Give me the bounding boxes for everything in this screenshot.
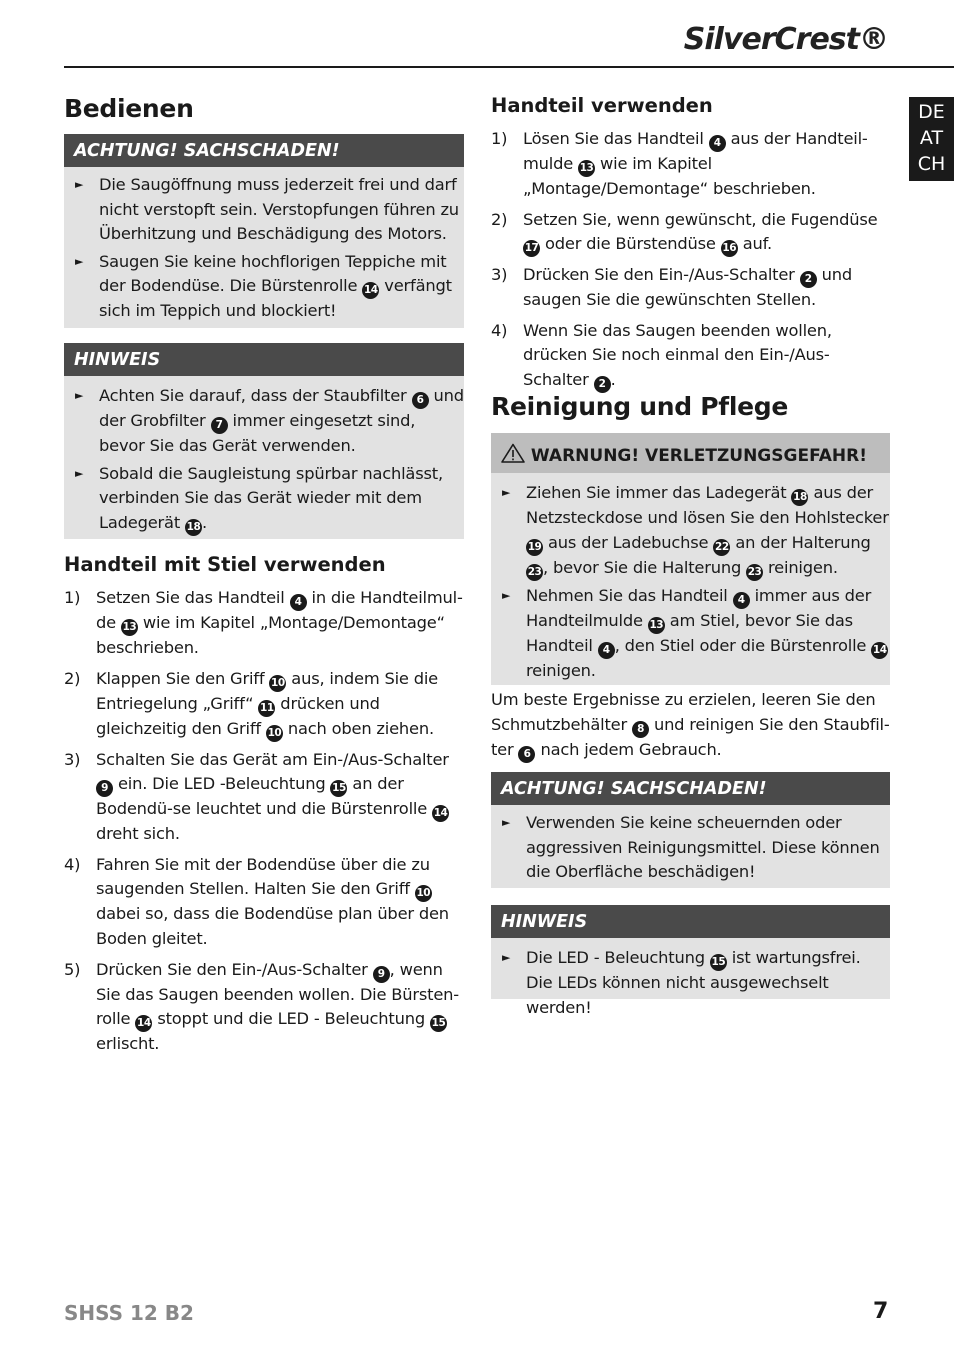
- caution-list: [64, 167, 464, 324]
- reference-number-badge: 13: [578, 160, 595, 177]
- reference-number-badge: 2: [800, 271, 817, 288]
- bullet-arrow-icon: ►: [502, 588, 511, 602]
- lang-at: AT: [919, 127, 944, 149]
- lang-ch: CH: [917, 153, 946, 175]
- hint-list: [64, 376, 464, 536]
- list-item: ► Die LED - Beleuchtung 15 ist wartungsfrei. Die LEDs können nicht ausgewechselt werden!: [502, 948, 861, 1017]
- cleaning-paragraph: Um beste Ergebnisse zu erzielen, leeren Sie den Schmutzbehälter 8 und reinigen Sie den Staubfil-ter 6 nach jedem Gebrauch.: [491, 688, 891, 763]
- brand-logo: [684, 22, 888, 57]
- warning-list: [491, 473, 890, 683]
- section-title-handteil-stiel: Handteil mit Stiel verwenden: [64, 553, 386, 576]
- reference-number-badge: 22: [713, 539, 730, 556]
- header-rule: [64, 66, 954, 68]
- hint-heading: HINWEIS: [64, 343, 464, 376]
- step-item: 1) Setzen Sie das Handteil 4 in die Handteilmul-de 13 wie im Kapitel „Montage/Demontage“ beschrieben.: [64, 588, 463, 657]
- step-item: 3) Schalten Sie das Gerät am Ein-/Aus-Schalter 9 ein. Die LED -Beleuchtung 15 an der Bodendü-se leuchtet und die Bürstenrolle 14 dreht sich.: [64, 749, 449, 844]
- reference-number-badge: 17: [523, 240, 540, 257]
- warning-box: [491, 433, 890, 685]
- step-item: 3) Drücken Sie den Ein-/Aus-Schalter 2 und saugen Sie die gewünschten Stellen.: [491, 265, 852, 310]
- hint-box-right: [491, 905, 890, 1017]
- hint-box-left: [64, 343, 464, 539]
- list-item: ► Nehmen Sie das Handteil 4 immer aus der Handteilmulde 13 am Stiel, bevor Sie das Handteil 4 , den Stiel oder die Bürstenrolle 14 reinigen.: [502, 585, 887, 680]
- hint-heading: HINWEIS: [491, 905, 890, 938]
- list-item: ► Ziehen Sie immer das Ladegerät 18 aus der Netzsteckdose und lösen Sie den Hohlstecker 19 aus der Ladebuchse 22 an der Halterung 23 , bevor Sie die Halterung 23 reinigen.: [491, 481, 890, 581]
- reference-number-badge: 6: [412, 392, 429, 409]
- bullet-arrow-icon: ►: [75, 254, 84, 268]
- list-item: ► Die Saugöffnung muss jederzeit frei und darf nicht verstopft sein. Verstopfungen führen zu Überhitzung und Beschädigung des Motors.: [75, 175, 459, 244]
- list-item: ► Achten Sie darauf, dass der Staubfilter 6 und der Grobfilter 7 immer eingesetzt sind, bevor Sie das Gerät verwenden.: [75, 386, 464, 455]
- bullet-arrow-icon: ►: [502, 816, 511, 829]
- list-item: ► Saugen Sie keine hochflorigen Teppiche mit der Bodendüse. Die Bürstenrolle 14 verfängt sich im Teppich und blockiert!: [75, 251, 452, 321]
- steps-right: [491, 127, 891, 393]
- lang-de: DE: [918, 101, 945, 123]
- caution-heading: ACHTUNG! SACHSCHADEN!: [64, 134, 464, 167]
- reference-number-badge: 4: [709, 135, 726, 152]
- step-item: 5) Drücken Sie den Ein-/Aus-Schalter 9 , wenn Sie das Saugen beenden wollen. Die Bürsten-rolle 14 stoppt und die LED - Beleuchtung 15 erlischt.: [64, 959, 459, 1054]
- caution-heading: ACHTUNG! SACHSCHADEN!: [491, 772, 890, 805]
- caution-box-right: [491, 772, 890, 888]
- reference-number-badge: 9: [373, 966, 390, 983]
- caution-list: [491, 805, 890, 885]
- reference-number-badge: 11: [258, 700, 275, 717]
- reference-number-badge: 13: [121, 619, 138, 636]
- reference-number-badge: 10: [266, 725, 283, 742]
- reference-number-badge: 14: [362, 282, 379, 299]
- reference-number-badge: 2: [594, 376, 611, 393]
- step-item: 4) Wenn Sie das Saugen beenden wollen, drücken Sie noch einmal den Ein-/Aus-Schalter 2 .: [491, 319, 891, 393]
- reference-number-badge: 4: [290, 594, 307, 611]
- step-item: 2) Setzen Sie, wenn gewünscht, die Fugendüse 17 oder die Bürstendüse 16 auf.: [491, 208, 891, 258]
- step-item: 4) Fahren Sie mit der Bodendüse über die zu saugenden Stellen. Halten Sie den Griff 10 dabei so, dass die Bodendüse plan über den Boden gleitet.: [64, 854, 449, 948]
- reference-number-badge: 18: [791, 489, 808, 506]
- language-tab: [909, 97, 954, 181]
- reference-number-badge: 8: [632, 721, 649, 738]
- bullet-arrow-icon: ►: [502, 951, 511, 964]
- warning-triangle-icon: [501, 446, 531, 466]
- step-item: 2) Klappen Sie den Griff 10 aus, indem Sie die Entriegelung „Griff“ 11 drücken und gleichzeitig den Griff 10 nach oben ziehen.: [64, 667, 464, 742]
- model-number: SHSS 12 B2: [64, 1301, 194, 1325]
- reference-number-badge: 14: [871, 642, 888, 659]
- reference-number-badge: 23: [526, 564, 543, 581]
- reference-number-badge: 13: [648, 617, 665, 634]
- bullet-arrow-icon: ►: [75, 389, 84, 402]
- step-item: 1) Lösen Sie das Handteil 4 aus der Handteil-mulde 13 wie im Kapitel „Montage/Demontage“ beschrieben.: [491, 129, 868, 198]
- bullet-arrow-icon: ►: [75, 178, 84, 191]
- reference-number-badge: 19: [526, 539, 543, 556]
- reference-number-badge: 18: [185, 519, 202, 536]
- reference-number-badge: 10: [269, 675, 286, 692]
- hint-list: [491, 938, 890, 1020]
- reference-number-badge: 15: [330, 780, 347, 797]
- bullet-arrow-icon: ►: [75, 466, 84, 480]
- caution-box-left: [64, 134, 464, 328]
- section-title-handteil: Handteil verwenden: [491, 94, 713, 117]
- reference-number-badge: 15: [710, 954, 727, 971]
- reference-number-badge: 10: [415, 885, 432, 902]
- reference-number-badge: 4: [598, 642, 615, 659]
- reference-number-badge: 4: [733, 592, 750, 609]
- list-item: ► Sobald die Saugleistung spürbar nachlässt, verbinden Sie das Gerät wieder mit dem Ladegerät 18 .: [64, 462, 464, 536]
- list-item: ► Verwenden Sie keine scheuernden oder aggressiven Reinigungsmittel. Diese können die Oberfläche beschädigen!: [502, 813, 880, 882]
- reference-number-badge: 14: [135, 1015, 152, 1032]
- reference-number-badge: 23: [746, 564, 763, 581]
- reference-number-badge: 6: [518, 746, 535, 763]
- warning-heading: [491, 433, 890, 473]
- reference-number-badge: 15: [430, 1015, 447, 1032]
- section-title-reinigung: Reinigung und Pflege: [491, 392, 789, 421]
- page-title: Bedienen: [64, 94, 194, 123]
- bullet-arrow-icon: ►: [502, 486, 511, 499]
- logo-text: SilverCrest®: [683, 22, 888, 57]
- reference-number-badge: 14: [432, 805, 449, 822]
- warning-heading-text: WARNUNG! VERLETZUNGSGEFAHR!: [530, 446, 867, 466]
- reference-number-badge: 9: [96, 780, 113, 797]
- reference-number-badge: 16: [721, 240, 738, 257]
- page-number: 7: [873, 1299, 889, 1324]
- steps-left: [64, 586, 464, 1057]
- reference-number-badge: 7: [211, 417, 228, 434]
